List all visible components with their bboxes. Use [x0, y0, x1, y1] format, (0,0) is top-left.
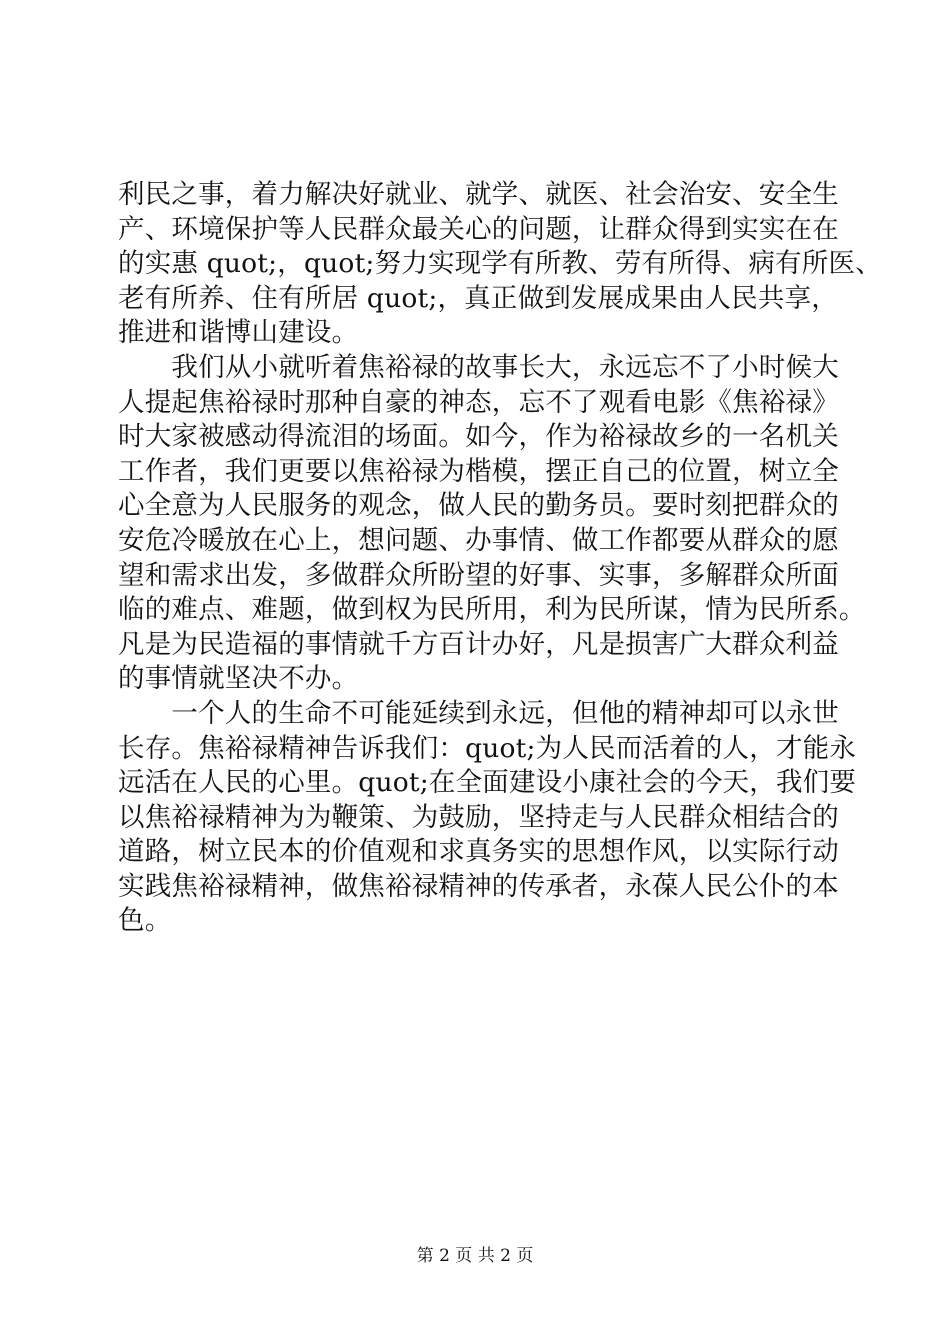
text-line: 远活在人民的心里。quot;在全面建设小康社会的今天，我们要: [118, 767, 857, 799]
text-line: 的实惠 quot;，quot;努力实现学有所教、劳有所得、病有所医、: [118, 248, 882, 280]
text-line: 色。: [118, 905, 172, 937]
text-line: 长存。焦裕禄精神告诉我们：quot;为人民而活着的人，才能永: [118, 732, 857, 764]
text-line: 推进和谐博山建设。: [118, 317, 359, 349]
text-line: 利民之事，着力解决好就业、就学、就医、社会治安、安全生: [118, 179, 839, 210]
text-line: 望和需求出发，多做群众所盼望的好事、实事，多解群众所面: [118, 559, 839, 591]
text-line: 心全意为人民服务的观念，做人民的勤务员。要时刻把群众的: [118, 490, 839, 522]
text-line: 实践焦裕禄精神，做焦裕禄精神的传承者，永葆人民公仆的本: [118, 870, 839, 902]
text-line: 工作者，我们更要以焦裕禄为楷模，摆正自己的位置，树立全: [118, 455, 839, 487]
text-line: 临的难点、难题，做到权为民所用，利为民所谋，情为民所系。: [118, 594, 866, 626]
page-number-label: 第 2 页 共 2 页: [416, 1246, 534, 1266]
text-line: 人提起焦裕禄时那种自豪的神态，忘不了观看电影《焦裕禄》: [118, 386, 839, 418]
text-line: 时大家被感动得流泪的场面。如今，作为裕禄故乡的一名机关: [118, 421, 839, 453]
text-line: 一个人的生命不可能延续到永远，但他的精神却可以永世: [118, 697, 839, 729]
text-line: 凡是为民造福的事情就千方百计办好，凡是损害广大群众利益: [118, 628, 839, 660]
text-line: 产、环境保护等人民群众最关心的问题，让群众得到实实在在: [118, 213, 839, 245]
text-line: 道路，树立民本的价值观和求真务实的思想作风，以实际行动: [118, 836, 839, 868]
body-text: [118, 178, 882, 939]
text-line: 我们从小就听着焦裕禄的故事长大，永远忘不了小时候大: [118, 351, 839, 383]
text-line: 安危冷暖放在心上，想问题、办事情、做工作都要从群众的愿: [118, 524, 839, 556]
page-footer: [0, 1245, 950, 1267]
text-line: 以焦裕禄精神为为鞭策、为鼓励，坚持走与人民群众相结合的: [118, 801, 839, 833]
text-line: 的事情就坚决不办。: [118, 663, 359, 695]
text-line: 老有所养、住有所居 quot;，真正做到发展成果由人民共享，: [118, 282, 838, 314]
